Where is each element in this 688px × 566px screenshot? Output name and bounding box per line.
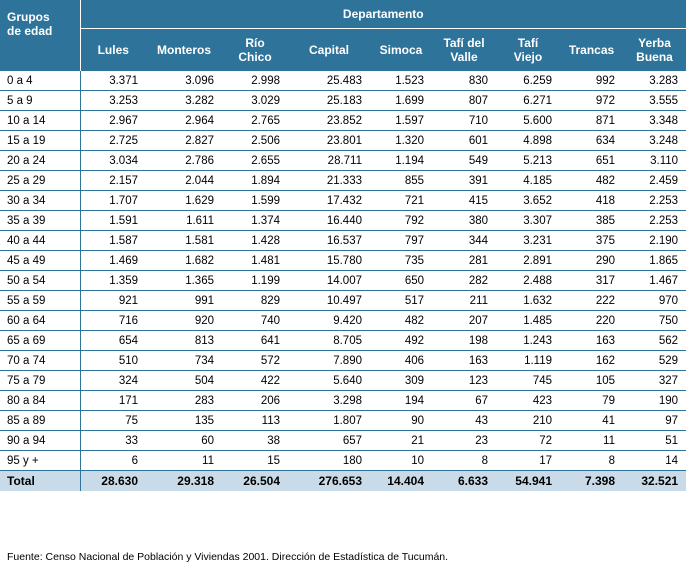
age-group-cell: 40 a 44	[0, 231, 80, 251]
table-row	[0, 451, 686, 471]
value-cell: 113	[222, 411, 288, 431]
value-cell: 206	[222, 391, 288, 411]
total-cell: 7.398	[560, 471, 623, 492]
value-cell: 2.725	[80, 131, 146, 151]
value-cell: 1.632	[496, 291, 560, 311]
value-cell: 72	[496, 431, 560, 451]
table-row	[0, 391, 686, 411]
age-group-cell: 75 a 79	[0, 371, 80, 391]
value-cell: 1.587	[80, 231, 146, 251]
table-row	[0, 151, 686, 171]
table-row	[0, 171, 686, 191]
value-cell: 504	[146, 371, 222, 391]
value-cell: 651	[560, 151, 623, 171]
value-cell: 3.034	[80, 151, 146, 171]
table-row	[0, 191, 686, 211]
value-cell: 6.271	[496, 91, 560, 111]
value-cell: 28.711	[288, 151, 370, 171]
value-cell: 8.705	[288, 331, 370, 351]
table-row	[0, 331, 686, 351]
value-cell: 16.440	[288, 211, 370, 231]
value-cell: 549	[432, 151, 496, 171]
value-cell: 2.967	[80, 111, 146, 131]
value-cell: 123	[432, 371, 496, 391]
value-cell: 5.600	[496, 111, 560, 131]
table-row	[0, 71, 686, 91]
table-row	[0, 291, 686, 311]
value-cell: 1.523	[370, 71, 432, 91]
value-cell: 3.110	[623, 151, 686, 171]
value-cell: 3.248	[623, 131, 686, 151]
value-cell: 1.365	[146, 271, 222, 291]
value-cell: 871	[560, 111, 623, 131]
value-cell: 1.199	[222, 271, 288, 291]
value-cell: 750	[623, 311, 686, 331]
value-cell: 482	[560, 171, 623, 191]
value-cell: 23.852	[288, 111, 370, 131]
value-cell: 4.185	[496, 171, 560, 191]
value-cell: 222	[560, 291, 623, 311]
value-cell: 3.096	[146, 71, 222, 91]
age-group-cell: 90 a 94	[0, 431, 80, 451]
value-cell: 1.591	[80, 211, 146, 231]
value-cell: 2.253	[623, 191, 686, 211]
value-cell: 3.307	[496, 211, 560, 231]
value-cell: 97	[623, 411, 686, 431]
value-cell: 2.459	[623, 171, 686, 191]
value-cell: 3.029	[222, 91, 288, 111]
value-cell: 5.640	[288, 371, 370, 391]
value-cell: 3.253	[80, 91, 146, 111]
value-cell: 1.194	[370, 151, 432, 171]
value-cell: 2.998	[222, 71, 288, 91]
value-cell: 634	[560, 131, 623, 151]
age-group-cell: 65 a 69	[0, 331, 80, 351]
column-header: Lules	[80, 28, 146, 71]
value-cell: 735	[370, 251, 432, 271]
value-cell: 1.320	[370, 131, 432, 151]
value-cell: 3.282	[146, 91, 222, 111]
value-cell: 797	[370, 231, 432, 251]
column-header: Monteros	[146, 28, 222, 71]
value-cell: 657	[288, 431, 370, 451]
value-cell: 1.581	[146, 231, 222, 251]
value-cell: 855	[370, 171, 432, 191]
value-cell: 190	[623, 391, 686, 411]
value-cell: 162	[560, 351, 623, 371]
value-cell: 1.629	[146, 191, 222, 211]
total-label: Total	[0, 471, 80, 492]
value-cell: 3.231	[496, 231, 560, 251]
value-cell: 327	[623, 371, 686, 391]
total-cell: 28.630	[80, 471, 146, 492]
value-cell: 650	[370, 271, 432, 291]
table-row	[0, 91, 686, 111]
age-group-cell: 0 a 4	[0, 71, 80, 91]
value-cell: 60	[146, 431, 222, 451]
value-cell: 11	[146, 451, 222, 471]
value-cell: 281	[432, 251, 496, 271]
value-cell: 2.964	[146, 111, 222, 131]
department-header: Departamento	[80, 0, 686, 28]
value-cell: 5.213	[496, 151, 560, 171]
value-cell: 422	[222, 371, 288, 391]
value-cell: 721	[370, 191, 432, 211]
value-cell: 1.599	[222, 191, 288, 211]
table-row	[0, 271, 686, 291]
value-cell: 829	[222, 291, 288, 311]
age-group-cell: 20 a 24	[0, 151, 80, 171]
value-cell: 1.707	[80, 191, 146, 211]
value-cell: 391	[432, 171, 496, 191]
value-cell: 1.469	[80, 251, 146, 271]
value-cell: 180	[288, 451, 370, 471]
value-cell: 15.780	[288, 251, 370, 271]
column-header: Río Chico	[222, 28, 288, 71]
age-group-cell: 5 a 9	[0, 91, 80, 111]
value-cell: 135	[146, 411, 222, 431]
total-cell: 32.521	[623, 471, 686, 492]
age-group-header-label: Grupos de edad	[7, 10, 53, 38]
value-cell: 207	[432, 311, 496, 331]
value-cell: 2.253	[623, 211, 686, 231]
total-cell: 54.941	[496, 471, 560, 492]
value-cell: 1.119	[496, 351, 560, 371]
value-cell: 2.488	[496, 271, 560, 291]
column-header: Simoca	[370, 28, 432, 71]
value-cell: 9.420	[288, 311, 370, 331]
value-cell: 10	[370, 451, 432, 471]
value-cell: 792	[370, 211, 432, 231]
value-cell: 510	[80, 351, 146, 371]
value-cell: 418	[560, 191, 623, 211]
value-cell: 290	[560, 251, 623, 271]
value-cell: 1.485	[496, 311, 560, 331]
value-cell: 380	[432, 211, 496, 231]
value-cell: 2.827	[146, 131, 222, 151]
value-cell: 562	[623, 331, 686, 351]
value-cell: 16.537	[288, 231, 370, 251]
value-cell: 529	[623, 351, 686, 371]
value-cell: 745	[496, 371, 560, 391]
value-cell: 14.007	[288, 271, 370, 291]
value-cell: 105	[560, 371, 623, 391]
table-row	[0, 251, 686, 271]
source-note: Fuente: Censo Nacional de Población y Viviendas 2001. Dirección de Estadística de Tucumán.	[7, 551, 449, 563]
value-cell: 21	[370, 431, 432, 451]
value-cell: 163	[560, 331, 623, 351]
value-cell: 283	[146, 391, 222, 411]
value-cell: 385	[560, 211, 623, 231]
value-cell: 970	[623, 291, 686, 311]
value-cell: 1.611	[146, 211, 222, 231]
table-row	[0, 431, 686, 451]
value-cell: 2.506	[222, 131, 288, 151]
value-cell: 1.682	[146, 251, 222, 271]
value-cell: 211	[432, 291, 496, 311]
age-group-cell: 25 a 29	[0, 171, 80, 191]
value-cell: 6	[80, 451, 146, 471]
value-cell: 23.801	[288, 131, 370, 151]
value-cell: 654	[80, 331, 146, 351]
value-cell: 3.348	[623, 111, 686, 131]
value-cell: 2.765	[222, 111, 288, 131]
value-cell: 3.283	[623, 71, 686, 91]
value-cell: 517	[370, 291, 432, 311]
value-cell: 194	[370, 391, 432, 411]
value-cell: 17.432	[288, 191, 370, 211]
value-cell: 710	[432, 111, 496, 131]
value-cell: 79	[560, 391, 623, 411]
value-cell: 67	[432, 391, 496, 411]
age-group-cell: 50 a 54	[0, 271, 80, 291]
value-cell: 10.497	[288, 291, 370, 311]
value-cell: 220	[560, 311, 623, 331]
value-cell: 43	[432, 411, 496, 431]
value-cell: 171	[80, 391, 146, 411]
value-cell: 7.890	[288, 351, 370, 371]
value-cell: 2.891	[496, 251, 560, 271]
table-row	[0, 411, 686, 431]
value-cell: 2.044	[146, 171, 222, 191]
table-row	[0, 111, 686, 131]
value-cell: 601	[432, 131, 496, 151]
value-cell: 2.786	[146, 151, 222, 171]
value-cell: 1.807	[288, 411, 370, 431]
value-cell: 1.481	[222, 251, 288, 271]
value-cell: 830	[432, 71, 496, 91]
age-group-cell: 45 a 49	[0, 251, 80, 271]
age-group-cell: 35 a 39	[0, 211, 80, 231]
value-cell: 813	[146, 331, 222, 351]
value-cell: 14	[623, 451, 686, 471]
value-cell: 75	[80, 411, 146, 431]
total-cell: 6.633	[432, 471, 496, 492]
age-group-cell: 30 a 34	[0, 191, 80, 211]
value-cell: 1.359	[80, 271, 146, 291]
value-cell: 11	[560, 431, 623, 451]
age-group-cell: 95 y +	[0, 451, 80, 471]
age-group-cell: 60 a 64	[0, 311, 80, 331]
value-cell: 324	[80, 371, 146, 391]
value-cell: 15	[222, 451, 288, 471]
value-cell: 641	[222, 331, 288, 351]
value-cell: 8	[432, 451, 496, 471]
value-cell: 921	[80, 291, 146, 311]
table-row	[0, 131, 686, 151]
value-cell: 482	[370, 311, 432, 331]
value-cell: 3.371	[80, 71, 146, 91]
total-cell: 14.404	[370, 471, 432, 492]
table-header	[0, 0, 686, 71]
value-cell: 375	[560, 231, 623, 251]
value-cell: 406	[370, 351, 432, 371]
value-cell: 415	[432, 191, 496, 211]
value-cell: 3.555	[623, 91, 686, 111]
total-cell: 29.318	[146, 471, 222, 492]
value-cell: 210	[496, 411, 560, 431]
value-cell: 734	[146, 351, 222, 371]
age-group-cell: 10 a 14	[0, 111, 80, 131]
table-row	[0, 351, 686, 371]
value-cell: 25.483	[288, 71, 370, 91]
value-cell: 41	[560, 411, 623, 431]
value-cell: 992	[560, 71, 623, 91]
value-cell: 25.183	[288, 91, 370, 111]
value-cell: 1.894	[222, 171, 288, 191]
value-cell: 1.374	[222, 211, 288, 231]
value-cell: 1.467	[623, 271, 686, 291]
value-cell: 163	[432, 351, 496, 371]
value-cell: 572	[222, 351, 288, 371]
value-cell: 8	[560, 451, 623, 471]
value-cell: 740	[222, 311, 288, 331]
value-cell: 309	[370, 371, 432, 391]
value-cell: 1.428	[222, 231, 288, 251]
total-row	[0, 471, 686, 492]
column-header: Yerba Buena	[623, 28, 686, 71]
age-group-cell: 15 a 19	[0, 131, 80, 151]
value-cell: 38	[222, 431, 288, 451]
age-group-cell: 85 a 89	[0, 411, 80, 431]
value-cell: 920	[146, 311, 222, 331]
total-cell: 26.504	[222, 471, 288, 492]
value-cell: 17	[496, 451, 560, 471]
value-cell: 2.190	[623, 231, 686, 251]
value-cell: 21.333	[288, 171, 370, 191]
value-cell: 90	[370, 411, 432, 431]
value-cell: 807	[432, 91, 496, 111]
value-cell: 344	[432, 231, 496, 251]
age-group-cell: 70 a 74	[0, 351, 80, 371]
age-group-header	[0, 0, 80, 71]
value-cell: 716	[80, 311, 146, 331]
value-cell: 282	[432, 271, 496, 291]
table-row	[0, 371, 686, 391]
value-cell: 1.699	[370, 91, 432, 111]
value-cell: 991	[146, 291, 222, 311]
value-cell: 317	[560, 271, 623, 291]
value-cell: 492	[370, 331, 432, 351]
value-cell: 3.652	[496, 191, 560, 211]
table-body	[0, 71, 686, 471]
age-group-cell: 80 a 84	[0, 391, 80, 411]
value-cell: 2.157	[80, 171, 146, 191]
total-cell: 276.653	[288, 471, 370, 492]
value-cell: 1.243	[496, 331, 560, 351]
value-cell: 1.865	[623, 251, 686, 271]
value-cell: 33	[80, 431, 146, 451]
age-group-cell: 55 a 59	[0, 291, 80, 311]
value-cell: 972	[560, 91, 623, 111]
table-row	[0, 211, 686, 231]
column-header: Trancas	[560, 28, 623, 71]
table-row	[0, 231, 686, 251]
value-cell: 3.298	[288, 391, 370, 411]
column-header: Tafí del Valle	[432, 28, 496, 71]
value-cell: 423	[496, 391, 560, 411]
column-header: Tafí Viejo	[496, 28, 560, 71]
value-cell: 51	[623, 431, 686, 451]
value-cell: 1.597	[370, 111, 432, 131]
column-header: Capital	[288, 28, 370, 71]
value-cell: 198	[432, 331, 496, 351]
value-cell: 4.898	[496, 131, 560, 151]
value-cell: 2.655	[222, 151, 288, 171]
table-row	[0, 311, 686, 331]
value-cell: 6.259	[496, 71, 560, 91]
value-cell: 23	[432, 431, 496, 451]
